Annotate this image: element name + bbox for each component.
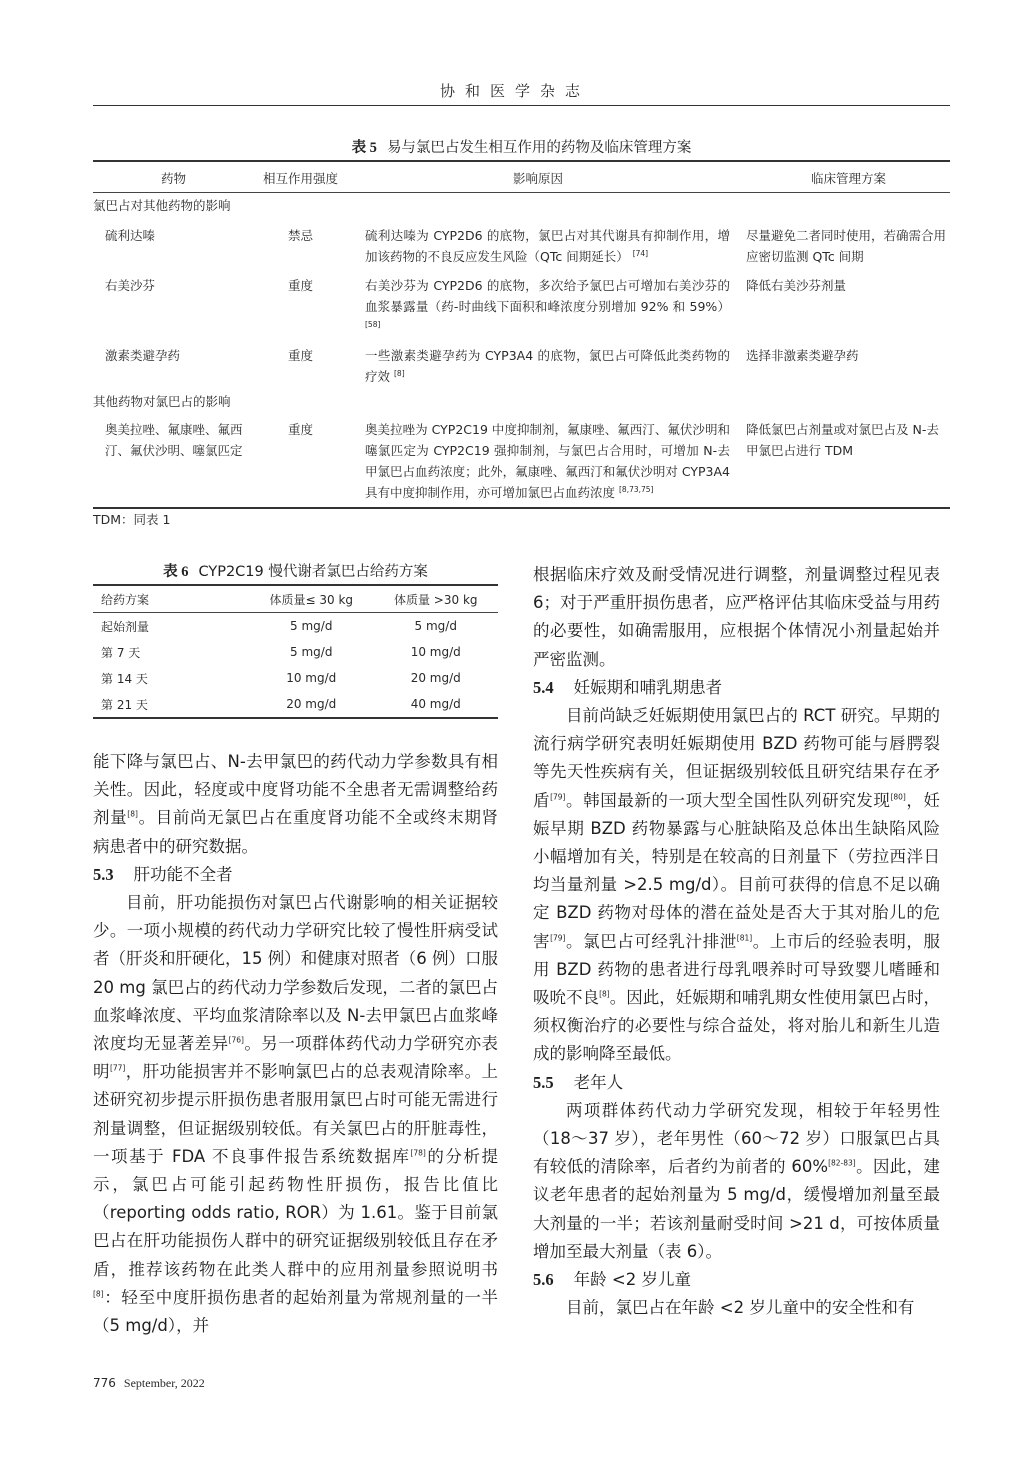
citation: [80]	[890, 792, 906, 802]
dose-cell: 5 mg/d	[290, 619, 333, 633]
table5-col-reason: 影响原因	[513, 171, 564, 186]
dose-cell: 10 mg/d	[410, 645, 461, 659]
table6-col-gt30: 体质量 >30 kg	[374, 585, 499, 613]
dose-cell: 10 mg/d	[286, 671, 337, 685]
citation: [78]	[410, 1148, 426, 1158]
citation: [8]	[599, 989, 610, 999]
paragraph: 目前尚缺乏妊娠期使用氯巴占的 RCT 研究。早期的流行病学研究表明妊娠期使用 BZD 药物可能与唇腭裂等先天性疾病有关，但证据级别较低且研究结果存在矛盾[79]。韩国最新的一项大型全国性队列研究发现[80]，妊娠早期 BZD 药物暴露与心脏缺陷及总体出生缺陷风险小幅增加有关，特别是在较高的日剂量下（劳拉西泮日均当量剂量 >2.5 mg/d）。目前可获得的信息不足以确定 BZD 药物对母体的潜在益处是否大于其对胎儿的危害[79]。氯巴占可经乳汁排泄[81]。上市后的经验表明，服用 BZD 药物的患者进行母乳喂养时可导致婴儿嗜睡和吸吮不良[8]。因此，妊娠期和哺乳期女性使用氯巴占时，须权衡治疗的必要性与综合益处，将对胎儿和新生儿造成的影响降至最低。	[533, 706, 941, 1064]
regimen-cell: 第 21 天	[93, 691, 249, 718]
table5-note: TDM：同表 1	[93, 512, 171, 527]
table6-title: CYP2C19 慢代谢者氯巴占给药方案	[198, 564, 428, 580]
table5-label: 表 5	[351, 140, 377, 156]
dose-cell: 20 mg/d	[249, 691, 374, 718]
table5-caption	[93, 136, 950, 157]
regimen-cell: 起始剂量	[101, 619, 150, 634]
regimen-cell: 第 7 天	[101, 645, 141, 660]
citation: [74]	[632, 248, 649, 258]
page-footer	[93, 1376, 205, 1391]
management-cell: 尽量避免二者同时使用，若确需合用应密切监测 QTc 间期	[746, 228, 947, 264]
management-cell: 选择非激素类避孕药	[746, 348, 859, 363]
table6-caption	[93, 560, 498, 581]
reason-cell: 硫利达嗪为 CYP2D6 的底物，氯巴占对其代谢具有抑制作用，增加该药物的不良反应发生风险（QTc 间期延长） [74]	[365, 228, 730, 264]
severity-cell: 禁忌	[288, 228, 314, 243]
drug-cell: 硫利达嗪	[105, 228, 156, 243]
table6	[93, 584, 498, 719]
journal-title: 协和医学杂志	[439, 82, 590, 100]
table5-title: 易与氯巴占发生相互作用的药物及临床管理方案	[386, 140, 692, 156]
severity-cell: 重度	[288, 278, 314, 293]
citation: [77]	[109, 1063, 126, 1073]
reason-cell: 奥美拉唑为 CYP2C19 中度抑制剂，氟康唑、氟西汀、氟伏沙明和噻氯匹定为 CYP2C19 强抑制剂，与氯巴占合用时，可增加 N-去甲氯巴占血药浓度；此外，氟康唑、氟西汀和氟伏沙明对 CYP3A4 具有中度抑制作用，亦可增加氯巴占血药浓度 [8,73,75]	[365, 422, 730, 500]
dose-cell: 20 mg/d	[410, 671, 461, 685]
drug-cell: 奥美拉唑、氟康唑、氟西汀、氟伏沙明、噻氯匹定	[105, 422, 243, 458]
table-row	[93, 219, 950, 269]
paragraph: 两项群体药代动力学研究发现，相较于年轻男性（18～37 岁），老年男性（60～72 岁）口服氯巴占具有较低的清除率，后者约为前者的 60%[82-83]。因此，建议老年患者的起始剂量为 5 mg/d，缓慢增加剂量至最大剂量的一半；若该剂量耐受时间 >21 d，可按体质量增加至最大剂量（表 6）。	[533, 1100, 941, 1261]
citation: [82-83]	[828, 1158, 856, 1168]
table-row	[93, 339, 950, 389]
table5-group-title: 氯巴占对其他药物的影响	[93, 198, 231, 213]
section-heading-5-6: 5.6 年龄 <2 岁儿童	[533, 1270, 691, 1290]
severity-cell: 重度	[288, 348, 314, 363]
citation: [76]	[228, 1035, 244, 1045]
paragraph: 根据临床疗效及耐受情况进行调整，剂量调整过程见表 6；对于严重肝损伤患者，应严格评估其临床受益与用药的必要性，如确需服用，应根据个体情况小剂量起始并严密监测。	[533, 565, 940, 669]
citation: [8]	[394, 368, 405, 378]
header-rule	[93, 105, 950, 106]
section-heading-5-5: 5.5 老年人	[533, 1072, 624, 1092]
table5-group-title: 其他药物对氯巴占的影响	[93, 394, 231, 409]
citation: [79]	[550, 792, 566, 802]
citation: [8,73,75]	[619, 484, 654, 494]
table-row	[93, 415, 950, 507]
reason-cell: 一些激素类避孕药为 CYP3A4 的底物，氯巴占可降低此类药物的疗效 [8]	[365, 348, 730, 384]
table5-col-severity: 相互作用强度	[263, 171, 339, 186]
citation: [8]	[127, 809, 138, 819]
table-row	[93, 269, 950, 339]
table5	[93, 160, 950, 509]
regimen-cell: 第 14 天	[101, 671, 148, 686]
section-heading-5-3: 5.3 肝功能不全者	[93, 864, 233, 884]
dose-cell: 5 mg/d	[290, 645, 333, 659]
severity-cell: 重度	[288, 422, 314, 437]
left-column	[93, 748, 498, 1340]
paragraph: 目前，肝功能损伤对氯巴占代谢影响的相关证据较少。一项小规模的药代动力学研究比较了慢性肝病受试者（肝炎和肝硬化，15 例）和健康对照者（6 例）口服 20 mg 氯巴占的药代动力学参数后发现，二者的氯巴占血浆峰浓度、平均血浆清除率以及 N-去甲氯巴占血浆峰浓度均无显著差异[76]。另一项群体药代动力学研究亦表明[77]，肝功能损害并不影响氯巴占的总表观清除率。上述研究初步提示肝损伤患者服用氯巴占时可能无需进行剂量调整，但证据级别较低。有关氯巴占的肝脏毒性，一项基于 FDA 不良事件报告系统数据库[78]的分析提示，氯巴占可能引起药物性肝损伤，报告比值比（reporting odds ratio, ROR）为 1.61。鉴于目前氯巴占在肝功能损伤人群中的研究证据级别较低且存在矛盾，推荐该药物在此类人群中的应用剂量参照说明书[8]：轻至中度肝损伤患者的起始剂量为常规剂量的一半（5 mg/d），并	[93, 893, 499, 1336]
section-heading-5-4: 5.4 妊娠期和哺乳期患者	[533, 677, 723, 697]
citation: [79]	[550, 933, 566, 943]
right-column	[533, 561, 940, 1322]
issue-date: September, 2022	[123, 1376, 205, 1390]
table-row	[93, 691, 498, 718]
citation: [58]	[365, 319, 381, 329]
table-row	[93, 665, 498, 691]
dose-cell: 40 mg/d	[374, 691, 499, 718]
table5-bottom-rule	[93, 507, 950, 509]
table6-col-regimen: 给药方案	[93, 585, 249, 613]
citation: [81]	[736, 933, 753, 943]
table5-col-management: 临床管理方案	[811, 171, 887, 186]
dose-cell: 5 mg/d	[414, 619, 457, 633]
table6-col-le30: 体质量≤ 30 kg	[249, 585, 374, 613]
paragraph: 能下降与氯巴占、N-去甲氯巴的药代动力学参数具有相关性。因此，轻度或中度肾功能不全患者无需调整给药剂量[8]。目前尚无氯巴占在重度肾功能不全或终末期肾病患者中的研究数据。	[93, 752, 499, 856]
table-row	[93, 639, 498, 665]
table6-label: 表 6	[163, 564, 189, 580]
drug-cell: 激素类避孕药	[105, 348, 181, 363]
management-cell: 降低氯巴占剂量或对氯巴占及 N-去甲氯巴占进行 TDM	[746, 422, 939, 458]
table-row	[93, 613, 498, 640]
drug-cell: 右美沙芬	[105, 278, 156, 293]
table5-col-drug: 药物	[161, 171, 187, 186]
management-cell: 降低右美沙芬剂量	[746, 278, 847, 293]
citation: [8]	[93, 1289, 104, 1299]
page-number: 776	[93, 1376, 116, 1390]
paragraph: 目前，氯巴占在年龄 <2 岁儿童中的安全性和有	[566, 1298, 915, 1318]
table5-header	[93, 162, 950, 192]
reason-cell: 右美沙芬为 CYP2D6 的底物，多次给予氯巴占可增加右美沙芬的血浆暴露量（药-时曲线下面积和峰浓度分别增加 92% 和 59%） [58]	[365, 278, 730, 329]
